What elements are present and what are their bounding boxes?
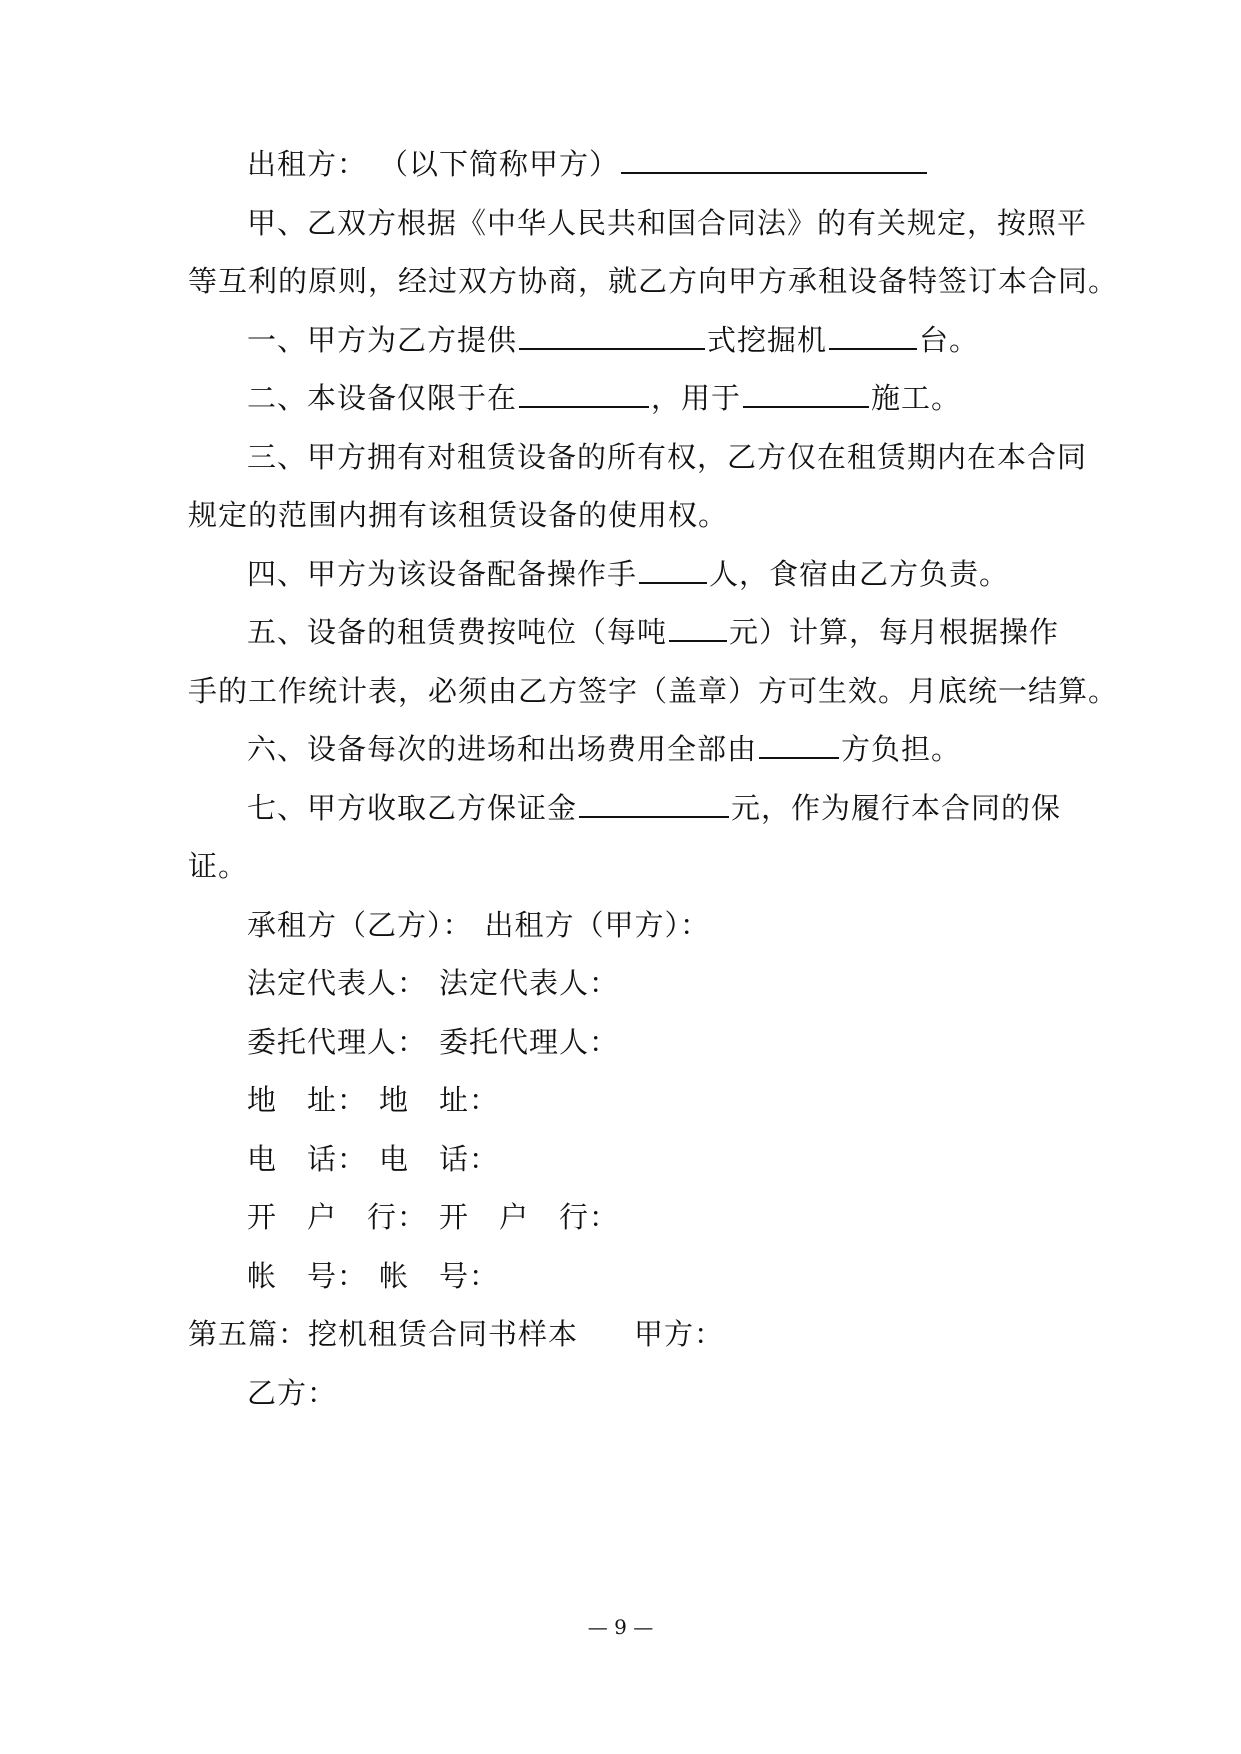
fee-party-blank (759, 729, 839, 759)
clause-5-line1 (247, 612, 1068, 652)
clause-2-text-c: 施工。 (871, 381, 962, 415)
lessor-phone-label: 电 话： (379, 1142, 500, 1176)
clause-6-text-a: 六、设备每次的进场和出场费用全部由 (247, 732, 758, 766)
bank-line (247, 1197, 1068, 1237)
lessee-agent-label: 委托代理人： (247, 1025, 428, 1059)
lessor-bank-label: 开 户 行： (439, 1200, 620, 1234)
section-heading-line (188, 1314, 1068, 1354)
lessor-address-label: 地 址： (379, 1083, 500, 1117)
clause-4-text-b: 人，食宿由乙方负责。 (709, 557, 1010, 591)
clause-4-text-a: 四、甲方为该设备配备操作手 (247, 557, 638, 591)
clause-6 (247, 729, 1068, 769)
clause-1-text-a: 一、甲方为乙方提供 (247, 323, 518, 357)
lessor-party-label: 出租方（甲方）： (484, 908, 711, 942)
phone-line (247, 1139, 1068, 1179)
lessee-party-label: 承租方（乙方）： (247, 908, 473, 942)
legal-rep-line (247, 963, 1068, 1003)
clause-7-line2: 证。 (188, 849, 249, 883)
clause-7-line1 (247, 788, 1068, 828)
excavator-model-blank (519, 320, 705, 350)
page-number: — 9 — (587, 1615, 654, 1639)
clause-3-line1: 三、甲方拥有对租赁设备的所有权，乙方仅在租赁期内在本合同 (247, 440, 1088, 474)
lessor-line (247, 144, 1068, 184)
address-line (247, 1080, 1068, 1120)
lessor-account-label: 帐 号： (379, 1259, 500, 1293)
lessor-name-blank (621, 144, 927, 174)
clause-2 (247, 378, 1068, 418)
clause-2-text-b: ，用于 (651, 381, 742, 415)
operator-count-blank (639, 554, 707, 584)
deposit-amount-blank (579, 788, 729, 818)
section-title: 第五篇：挖机租赁合同书样本 (188, 1317, 579, 1351)
lessor-legal-rep-label: 法定代表人： (439, 966, 620, 1000)
lessee-legal-rep-label: 法定代表人： (247, 966, 428, 1000)
signature-parties (247, 905, 1068, 945)
clause-3-line2: 规定的范围内拥有该租赁设备的使用权。 (188, 498, 729, 532)
lessor-agent-label: 委托代理人： (439, 1025, 620, 1059)
paragraph-intro-line1: 甲、乙双方根据《中华人民共和国合同法》的有关规定，按照平 (247, 206, 1088, 240)
clause-1-text-c: 台。 (919, 323, 980, 357)
location-blank (519, 378, 649, 408)
clause-5-text-b: 元）计算，每月根据操作 (729, 615, 1060, 649)
clause-4 (247, 554, 1068, 594)
clause-7-text-b: 元，作为履行本合同的保 (731, 791, 1062, 825)
lessee-bank-label: 开 户 行： (247, 1200, 428, 1234)
clause-5-text-a: 五、设备的租赁费按吨位（每吨 (247, 615, 668, 649)
clause-6-text-b: 方负担。 (841, 732, 962, 766)
clause-5-line2: 手的工作统计表，必须由乙方签字（盖章）方可生效。月底统一结算。 (188, 674, 1119, 708)
clause-7-text-a: 七、甲方收取乙方保证金 (247, 791, 578, 825)
agent-line (247, 1022, 1068, 1062)
lessor-label: 出租方： (247, 147, 368, 181)
party-b-label: 乙方： (247, 1376, 338, 1410)
clause-2-text-a: 二、本设备仅限于在 (247, 381, 518, 415)
clause-1-text-b: 式挖掘机 (707, 323, 828, 357)
account-line (247, 1256, 1068, 1296)
lessee-address-label: 地 址： (247, 1083, 368, 1117)
lessor-abbrev: （以下简称甲方） (379, 147, 620, 181)
clause-1 (247, 320, 1068, 360)
price-per-ton-blank (669, 612, 727, 642)
purpose-blank (743, 378, 869, 408)
paragraph-intro-line2: 等互利的原则，经过双方协商，就乙方向甲方承租设备特签订本合同。 (188, 264, 1119, 298)
lessee-phone-label: 电 话： (247, 1142, 368, 1176)
excavator-count-blank (829, 320, 917, 350)
lessee-account-label: 帐 号： (247, 1259, 368, 1293)
party-a-label: 甲方： (634, 1317, 725, 1351)
